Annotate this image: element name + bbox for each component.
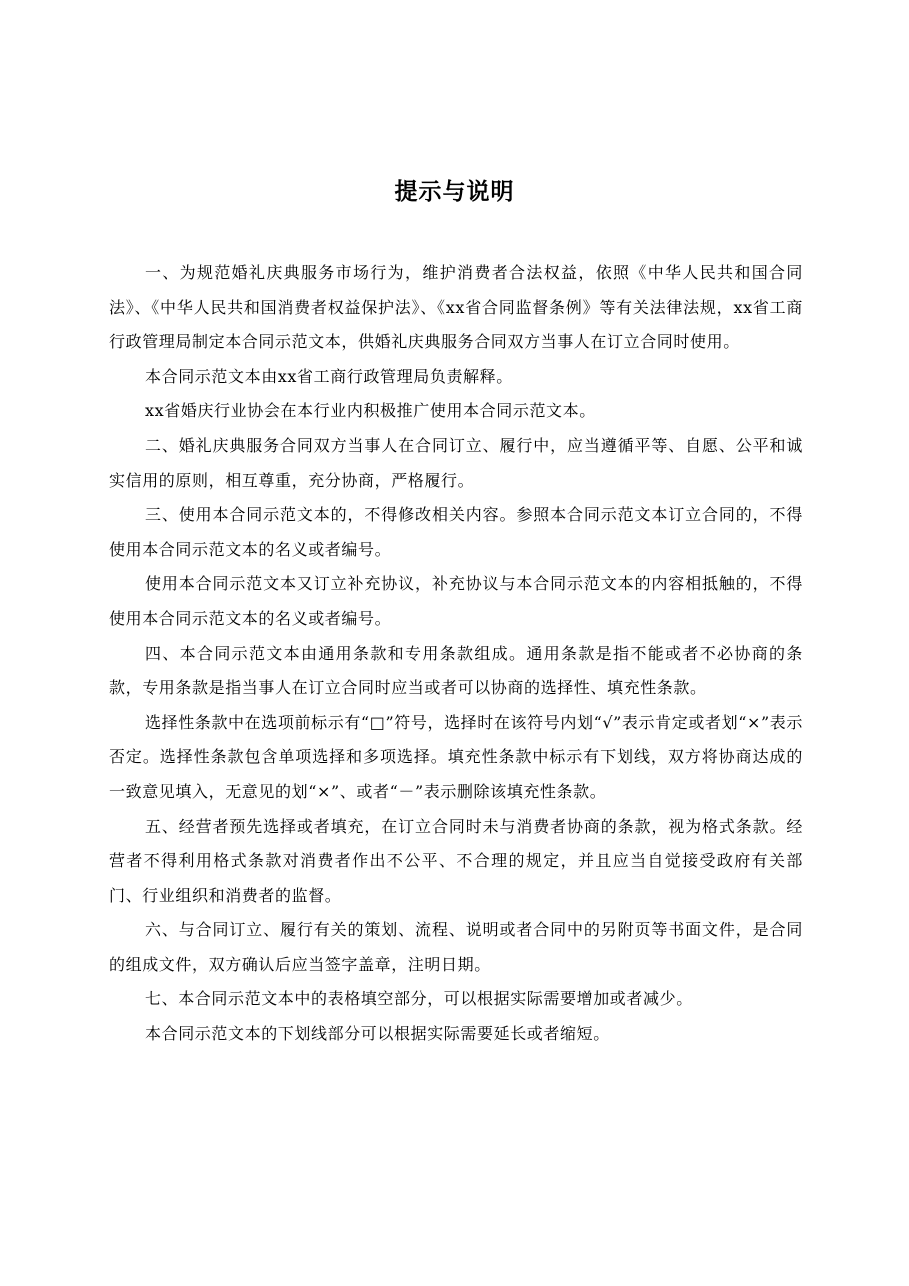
document-body [109, 256, 803, 1052]
paragraph-11: 七、本合同示范文本中的表格填空部分，可以根据实际需要增加或者减少。 [145, 989, 693, 1009]
paragraph-2: 本合同示范文本由xx省工商行政管理局负责解释。 [145, 366, 513, 386]
paragraph-12: 本合同示范文本的下划线部分可以根据实际需要延长或者缩短。 [145, 1024, 610, 1044]
paragraph-9: 五、经营者预先选择或者填充，在订立合同时未与消费者协商的条款，视为格式条款。经营者不得利用格式条款对消费者作出不公平、不合理的规定，并且应当自觉接受政府有关部门、行业组织和消费者的监督。 [109, 816, 803, 905]
paragraph-8: 选择性条款中在选项前标示有“□”符号，选择时在该符号内划“√”表示肯定或者划“×”表示否定。选择性条款包含单项选择和多项选择。填充性条款中标示有下划线，双方将协商达成的一致意见填入，无意见的划“×”、或者“－”表示删除该填充性条款。 [109, 712, 803, 801]
paragraph-3: xx省婚庆行业协会在本行业内积极推广使用本合同示范文本。 [145, 401, 596, 421]
paragraph-6: 使用本合同示范文本又订立补充协议，补充协议与本合同示范文本的内容相抵触的，不得使用本合同示范文本的名义或者编号。 [109, 574, 803, 628]
page-title: 提示与说明 [394, 178, 515, 205]
paragraph-1: 一、为规范婚礼庆典服务市场行为，维护消费者合法权益，依照《中华人民共和国合同法》、《中华人民共和国消费者权益保护法》、《xx省合同监督条例》等有关法律法规，xx省工商行政管理局制定本合同示范文本，供婚礼庆典服务合同双方当事人在订立合同时使用。 [109, 263, 803, 352]
paragraph-4: 二、婚礼庆典服务合同双方当事人在合同订立、履行中，应当遵循平等、自愿、公平和诚实信用的原则，相互尊重，充分协商，严格履行。 [109, 435, 803, 490]
paragraph-5: 三、使用本合同示范文本的，不得修改相关内容。参照本合同示范文本订立合同的，不得使用本合同示范文本的名义或者编号。 [109, 505, 803, 559]
paragraph-7: 四、本合同示范文本由通用条款和专用条款组成。通用条款是指不能或者不必协商的条款，专用条款是指当事人在订立合同时应当或者可以协商的选择性、填充性条款。 [109, 643, 803, 698]
paragraph-10: 六、与合同订立、履行有关的策划、流程、说明或者合同中的另附页等书面文件，是合同的组成文件，双方确认后应当签字盖章，注明日期。 [109, 920, 803, 974]
